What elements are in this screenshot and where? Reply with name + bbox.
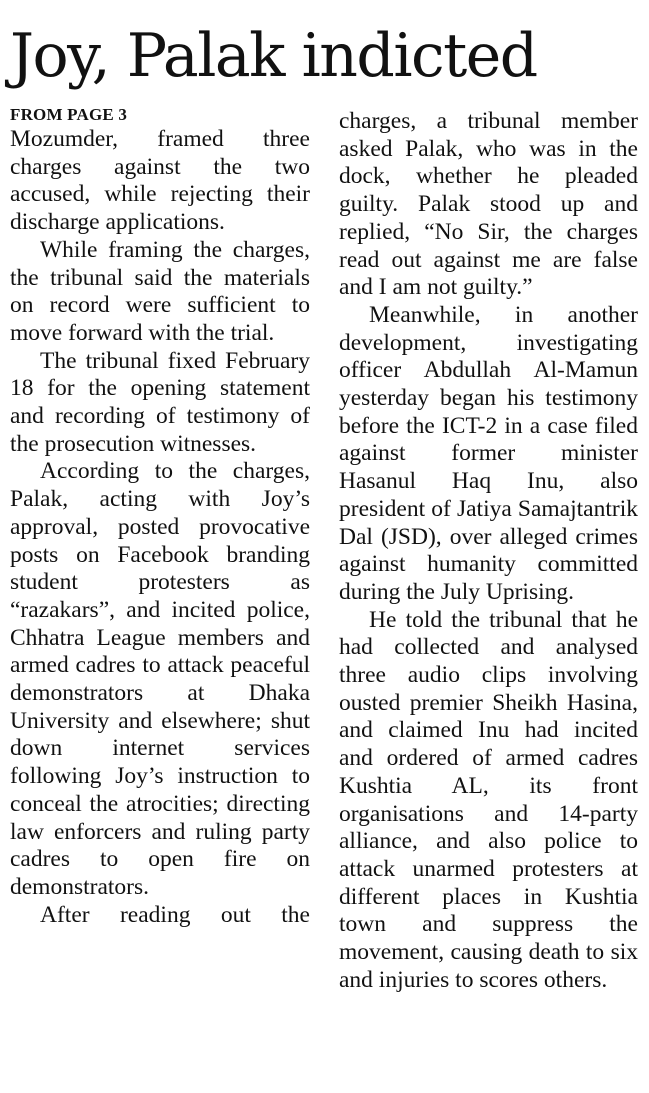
headline: Joy, Palak indicted [10,21,537,91]
paragraph: Mozumder, framed three charges against the two accused, while rejecting their discharge applications. [10,126,310,236]
article-column-right [339,108,638,995]
article-column-left [10,104,310,929]
paragraph: While framing the charges, the tribunal said the materials on record were sufficient to move forward with the trial. [10,236,310,346]
paragraph: After reading out the [40,901,310,928]
paragraph: He told the tribunal that he had collected and analysed three audio clips involving ousted premier Sheikh Hasina, and claimed Inu had incited and ordered of armed cadres Kushtia AL, its front organisations and 14-party alliance, and also police to attack unarmed protesters at different places in Kushtia town and suppress the movement, causing death to six and injuries to scores others. [339,606,638,993]
paragraph: charges, a tribunal member asked Palak, who was in the dock, whether he pleaded guilty. Palak stood up and replied, “No Sir, the charges read out against me are false and I am not guilty.” [339,108,638,301]
paragraph: According to the charges, Palak, acting with Joy’s approval, posted provocative posts on Facebook branding student protesters as “razakars”, and incited police, Chhatra League members and armed cadres to attack peaceful demonstrators at Dhaka University and elsewhere; shut down internet services following Joy’s instruction to conceal the atrocities; directing law enforcers and ruling party cadres to open fire on demonstrators. [10,458,310,900]
paragraph: The tribunal fixed February 18 for the opening statement and recording of testimony of the prosecution witnesses. [10,347,310,457]
paragraph: Meanwhile, in another development, investigating officer Abdullah Al-Mamun yesterday began his testimony before the ICT-2 in a case filed against former minister Hasanul Haq Inu, also president of Jatiya Samajtantrik Dal (JSD), over alleged crimes against humanity committed during the July Uprising. [339,301,638,605]
continuation-kicker: FROM PAGE 3 [10,105,128,124]
